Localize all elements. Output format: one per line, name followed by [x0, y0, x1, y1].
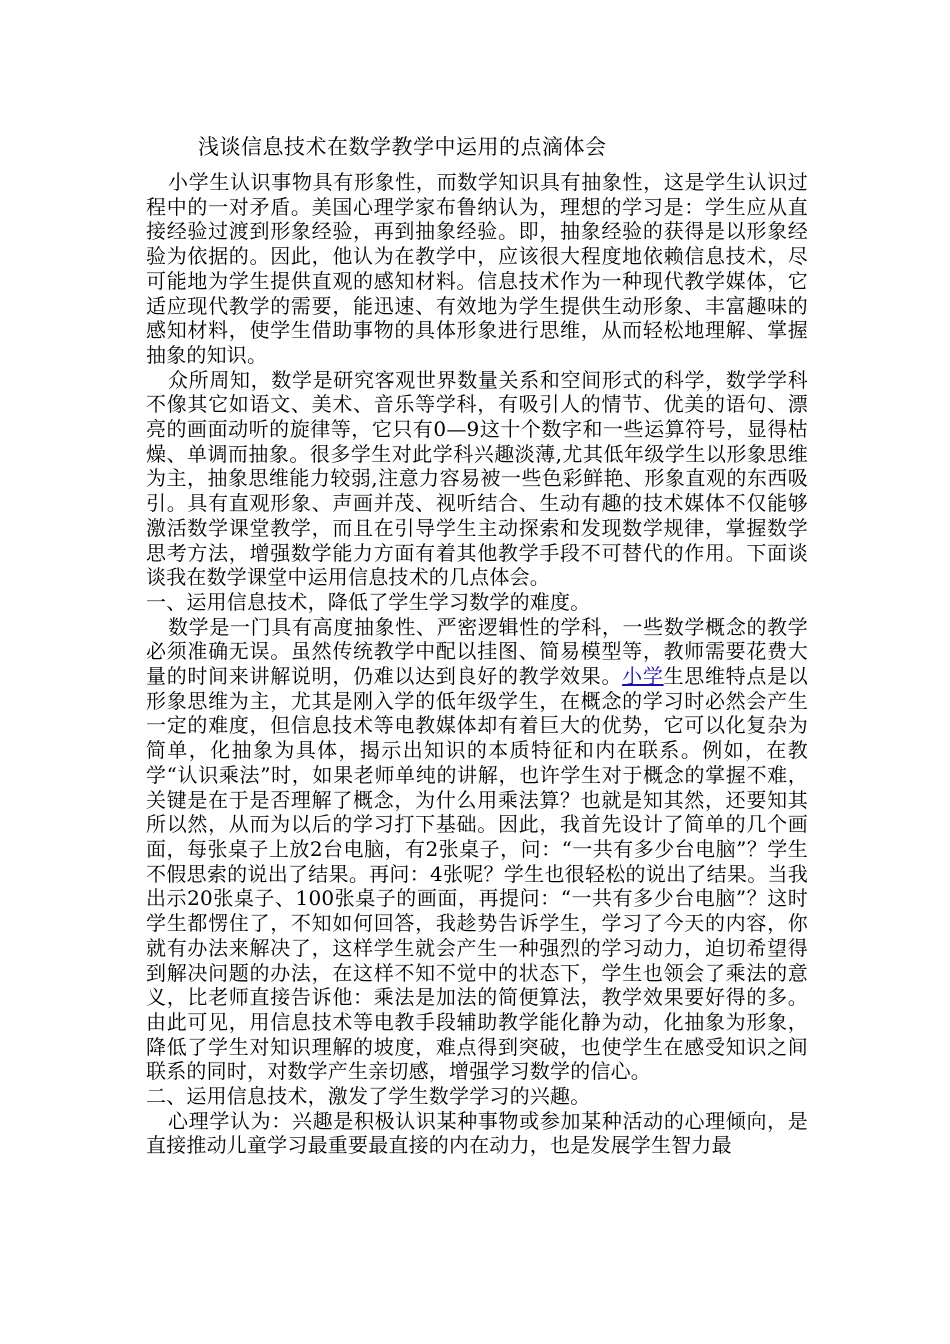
document-page	[146, 132, 808, 1158]
section-heading-2: 二、运用信息技术，激发了学生数学学习的兴趣。	[146, 1084, 591, 1109]
paragraph-2: 众所周知，数学是研究客观世界数量关系和空间形式的科学，数学学科不像其它如语文、美术、音乐等学科，有吸引人的情节、优美的语句、漂亮的画面动听的旋律等，它只有0—9这十个数字和一些运算符号，显得枯燥、单调而抽象。很多学生对此学科兴趣淡薄,尤其低年级学生以形象思维为主，抽象思维能力较弱,注意力容易被一些色彩鲜艳、形象直观的东西吸引。具有直观形象、声画并茂、视听结合、生动有趣的技术媒体不仅能够激活数学课堂教学，而且在引导学生主动探索和发现数学规律，掌握数学思考方法，增强数学能力方面有着其他教学手段不可替代的作用。下面谈谈我在数学课堂中运用信息技术的几点体会。	[146, 367, 808, 590]
xiaoxue-link[interactable]: 小学	[622, 664, 664, 689]
paragraph-3-text-a: 数学是一门具有高度抽象性、严密逻辑性的学科，一些数学概念的教学必须准确无误。虽然传统教学中配以挂图、简易模型等，教师需要花费大量的时间来讲解说明，仍难以达到良好的教学效果。	[146, 614, 808, 689]
paragraph-3	[146, 615, 808, 1084]
document-title: 浅谈信息技术在数学教学中运用的点滴体会	[198, 135, 607, 159]
section-heading-1: 一、运用信息技术，降低了学生学习数学的难度。	[146, 589, 591, 614]
paragraph-1: 小学生认识事物具有形象性，而数学知识具有抽象性，这是学生认识过程中的一对矛盾。美国心理学家布鲁纳认为，理想的学习是：学生应从直接经验过渡到形象经验，再到抽象经验。即，抽象经验的获得是以形象经验为依据的。因此，他认为在教学中，应该很大程度地依赖信息技术，尽可能地为学生提供直观的感知材料。信息技术作为一种现代教学媒体，它适应现代教学的需要，能迅速、有效地为学生提供生动形象、丰富趣味的感知材料，使学生借助事物的具体形象进行思维，从而轻松地理解、掌握抽象的知识。	[146, 170, 808, 367]
paragraph-3-text-b: 生思维特点是以形象思维为主，尤其是刚入学的低年级学生，在概念的学习时必然会产生一定的难度，但信息技术等电教媒体却有着巨大的优势，它可以化复杂为简单，化抽象为具体，揭示出知识的本质特征和内在联系。例如，在教学“认识乘法”时，如果老师单纯的讲解，也许学生对于概念的掌握不难，关键是在于是否理解了概念，为什么用乘法算？也就是知其然，还要知其所以然，从而为以后的学习打下基础。因此，我首先设计了简单的几个画面，每张桌子上放2台电脑，有2张桌子，问：“一共有多少台电脑”？学生不假思索的说出了结果。再问：4张呢？学生也很轻松的说出了结果。当我出示20张桌子、100张桌子的画面，再提问：“一共有多少台电脑”？这时学生都愣住了，不知如何回答，我趁势告诉学生，学习了今天的内容，你就有办法来解决了，这样学生就会产生一种强烈的学习动力，迫切希望得到解决问题的办法，在这样不知不觉中的状态下，学生也领会了乘法的意义，比老师直接告诉他：乘法是加法的简便算法，教学效果要好得的多。由此可见，用信息技术等电教手段辅助教学能化静为动，化抽象为形象，降低了学生对知识理解的坡度，难点得到突破，也使学生在感受知识之间联系的同时，对数学产生亲切感，增强学习数学的信心。	[146, 664, 808, 1084]
paragraph-4: 心理学认为：兴趣是积极认识某种事物或参加某种活动的心理倾向，是直接推动儿童学习最重要最直接的内在动力，也是发展学生智力最	[146, 1108, 808, 1158]
